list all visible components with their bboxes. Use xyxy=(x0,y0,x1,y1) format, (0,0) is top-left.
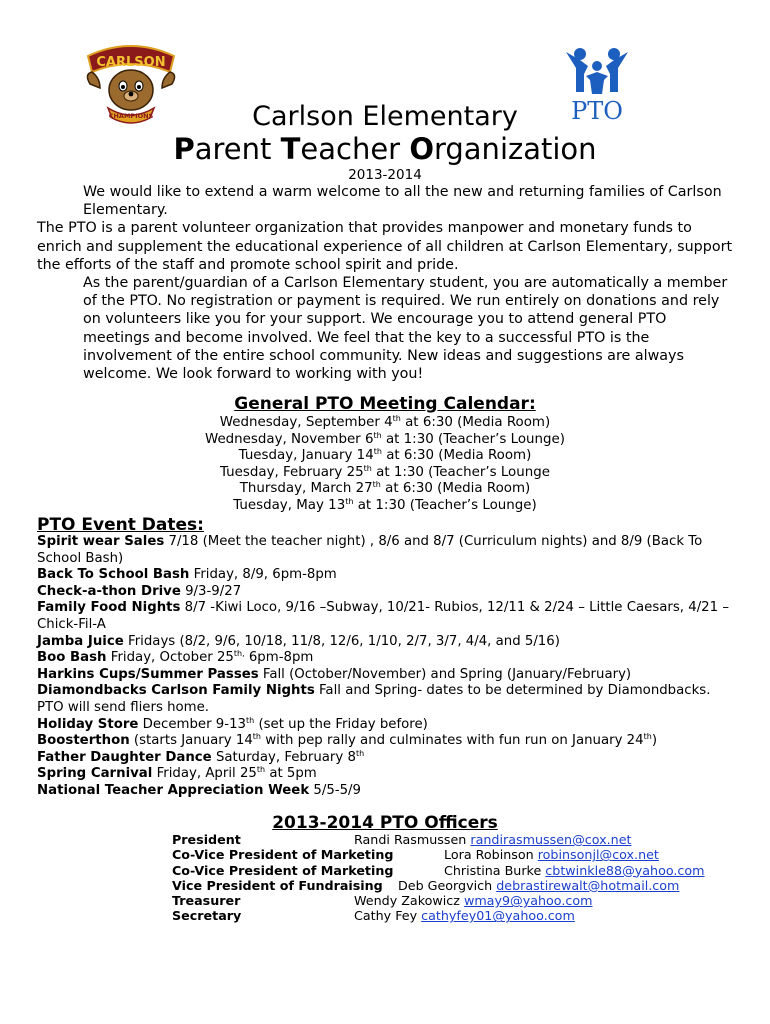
officer-role: Treasurer xyxy=(172,893,241,909)
ordinal-suffix: th xyxy=(345,496,354,506)
event-name: Check-a-thon Drive xyxy=(37,583,181,599)
officer-email-link[interactable]: wmay9@yahoo.com xyxy=(463,893,593,909)
event-name: Boo Bash xyxy=(37,650,107,666)
event-name: Boosterthon xyxy=(37,733,130,749)
event-item: Jamba Juice Fridays (8/2, 9/6, 10/18, 11/8, 12/6, 1/10, 2/7, 3/7, 4/4, and 5/16) xyxy=(37,633,560,649)
ordinal-suffix: th xyxy=(392,414,401,423)
officer-email-link[interactable]: randirasmussen@cox.net xyxy=(470,832,632,847)
officer-role: Co-Vice President of Marketing xyxy=(172,862,394,878)
event-item: Back To School Bash Friday, 8/9, 6pm-8pm xyxy=(37,567,337,583)
officer-email-link[interactable]: cbtwinkle88@yahoo.com xyxy=(545,862,705,878)
event-name: Back To School Bash xyxy=(37,567,190,583)
officer-name: Wendy Zakowicz wmay9@yahoo.com xyxy=(354,893,593,909)
meeting-date-item: Wednesday, September 4th at 6:30 (Media Room) xyxy=(219,414,551,430)
meeting-date-item: Tuesday, May 13th at 1:30 (Teacher’s Lounge) xyxy=(233,496,537,513)
event-dates-title: PTO Event Dates: xyxy=(37,515,204,535)
meeting-date-item: Wednesday, November 6th at 1:30 (Teacher’s Lounge) xyxy=(204,430,565,447)
meeting-date-item: Tuesday, January 14th at 6:30 (Media Room) xyxy=(238,447,532,464)
officer-name: Deb Georgvich debrastirewalt@hotmail.com xyxy=(398,877,680,893)
ordinal-suffix: th xyxy=(355,748,365,758)
officer-email-link[interactable]: robinsonjl@cox.net xyxy=(537,847,659,863)
officer-role: President xyxy=(172,832,241,847)
organization-title: Parent Teacher Organization xyxy=(173,132,597,166)
intro-section xyxy=(37,183,737,383)
officer-name: Cathy Fey cathyfey01@yahoo.com xyxy=(354,908,575,924)
meeting-calendar-list xyxy=(0,415,770,515)
event-name: Diamondbacks Carlson Family Nights xyxy=(37,683,315,699)
officer-email-link[interactable]: debrastirewalt@hotmail.com xyxy=(496,877,680,893)
event-dates-list xyxy=(37,534,737,800)
officer-name: Christina Burke cbtwinkle88@yahoo.com xyxy=(444,862,705,878)
ordinal-suffix: th xyxy=(256,765,266,775)
event-name: Harkins Cups/Summer Passes xyxy=(37,666,259,682)
event-item: Diamondbacks Carlson Family Nights Fall and Spring- dates to be determined by Diamondbacks. PTO will send fliers home. xyxy=(37,683,711,715)
meeting-date-item: Tuesday, February 25th at 1:30 (Teacher’s Lounge xyxy=(220,463,550,480)
event-name: Father Daughter Dance xyxy=(37,749,212,765)
ordinal-suffix: th xyxy=(372,480,381,490)
event-item: Family Food Nights 8/7 -Kiwi Loco, 9/16 –Subway, 10/21- Rubios, 12/11 & 2/24 – Little Caesars, 4/21 –Chick-Fil-A xyxy=(37,600,729,632)
event-item: Holiday Store December 9-13th (set up the Friday before) xyxy=(37,715,428,732)
event-item: Boosterthon (starts January 14th with pep rally and culminates with fun run on January 24th) xyxy=(37,732,658,749)
logo-left-text: CARLSON xyxy=(96,55,166,70)
event-name: Family Food Nights xyxy=(37,600,181,616)
event-item: Boo Bash Friday, October $25^{th,}$ 6pm-8pm xyxy=(37,649,314,666)
ordinal-suffix: th xyxy=(643,732,652,742)
logo-right-text: PTO xyxy=(571,97,623,124)
officer-name: Lora Robinson robinsonjl@cox.net xyxy=(444,847,659,863)
logo-left-banner: CHAMPIONS xyxy=(108,112,154,120)
event-name: Spring Carnival xyxy=(37,766,153,782)
ordinal-suffix: th xyxy=(373,430,382,440)
officer-role: Co-Vice President of Marketing xyxy=(172,847,394,863)
event-item: Spirit wear Sales 7/18 (Meet the teacher night) , 8/6 and 8/7 (Curriculum nights) and 8/9 (Back To School Bash) xyxy=(37,534,703,566)
meeting-date-item: Thursday, March 27th at 6:30 (Media Room) xyxy=(239,480,531,497)
school-year: 2013-2014 xyxy=(348,167,422,183)
ordinal-suffix: th xyxy=(252,732,261,742)
ordinal-suffix: th xyxy=(373,447,382,457)
ordinal-suffix: th xyxy=(363,463,372,473)
officer-role: Vice President of Fundraising xyxy=(172,877,383,893)
event-item: Harkins Cups/Summer Passes Fall (October/November) and Spring (January/February) xyxy=(37,666,632,682)
event-item: National Teacher Appreciation Week 5/5-5/9 xyxy=(37,782,361,798)
ordinal-suffix: th, xyxy=(233,649,245,659)
event-item: Spring Carnival Friday, April 25th at 5pm xyxy=(37,765,317,782)
event-name: National Teacher Appreciation Week xyxy=(37,782,310,798)
event-name: Spirit wear Sales xyxy=(37,534,165,549)
officer-role: Secretary xyxy=(172,908,242,924)
event-item: Father Daughter Dance Saturday, February 8th xyxy=(37,748,365,765)
event-name: Jamba Juice xyxy=(37,633,124,649)
officers-title: 2013-2014 PTO Officers xyxy=(272,813,498,833)
event-name: Holiday Store xyxy=(37,716,139,732)
membership-paragraph: As the parent/guardian of a Carlson Elementary student, you are automatically a member of the PTO. No registration or payment is required. We run entirely on donations and rely on volunteers like you for your support. We encourage you to attend general PTO meetings and become involved. We feel that the key to a successful PTO is the involvement of the entire school community. New ideas and suggestions are always welcome. We look forward to working with you! xyxy=(83,275,728,383)
meeting-calendar-title: General PTO Meeting Calendar: xyxy=(234,394,536,414)
ordinal-suffix: th xyxy=(246,715,255,725)
pto-description-paragraph: The PTO is a parent volunteer organization that provides manpower and monetary funds to enrich and supplement the educational experience of all children at Carlson Elementary, support the efforts of the staff and promote school spirit and pride. xyxy=(37,220,733,273)
officer-email-link[interactable]: cathyfey01@yahoo.com xyxy=(421,908,575,924)
school-name: Carlson Elementary xyxy=(252,101,518,132)
welcome-paragraph: We would like to extend a warm welcome to all the new and returning families of Carlson Elementary. xyxy=(83,184,722,219)
officer-name: Randi Rasmussen randirasmussen@cox.net xyxy=(354,832,632,847)
event-item: Check-a-thon Drive 9/3-9/27 xyxy=(37,583,242,599)
